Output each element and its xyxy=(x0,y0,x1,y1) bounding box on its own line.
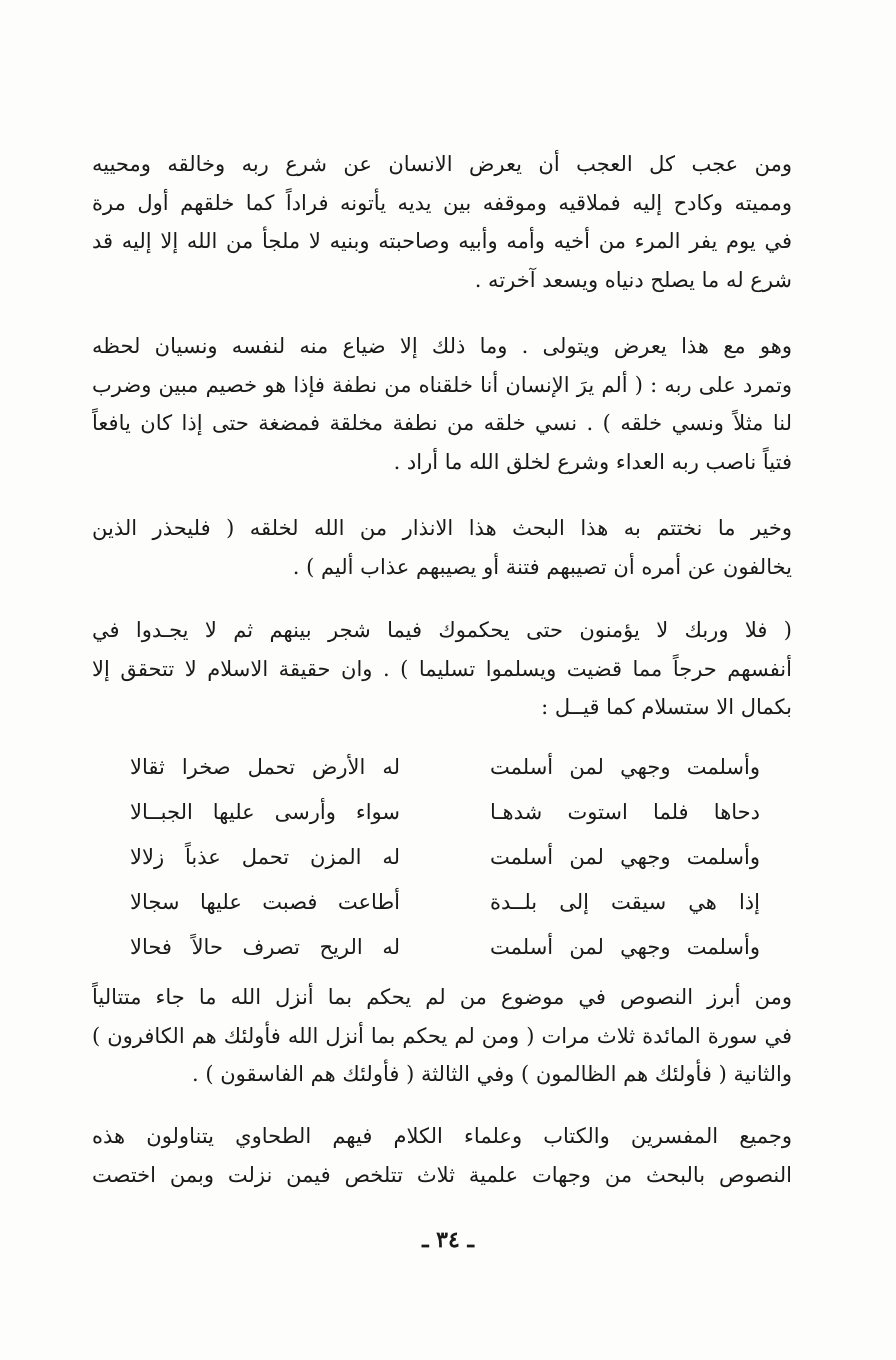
text-line: أنفسهم حرجاً مما قضيت ويسلموا تسليما ) . وان حقيقة الاسلام لا تتحقق إلا xyxy=(92,656,792,681)
text-line: النصوص بالبحث من وجهات علمية ثلاث تتلخص فيمن نزلت وبمن اختصت xyxy=(92,1162,792,1187)
poem-hemistich-first: وأسلمت وجهي لمن أسلمت xyxy=(490,845,760,869)
text-line: في يوم يفر المرء من أخيه وأمه وأبيه وصاحبته وبنيه لا ملجأ من الله إلا إليه قد xyxy=(92,229,792,253)
text-line: في سورة المائدة ثلاث مرات ( ومن لم يحكم بما أنزل الله فأولئك هم الكافرون ) xyxy=(92,1023,792,1048)
poem-verse xyxy=(130,748,760,793)
poem-hemistich-second: له المزن تحمل عذباً زلالا xyxy=(130,845,400,869)
poem-hemistich-second: له الريح تصرف حالاً فحالا xyxy=(130,935,400,959)
text-line: شرع له ما يصلح دنياه ويسعد آخرته . xyxy=(474,267,792,292)
text-line: وجميع المفسرين والكتاب وعلماء الكلام فيهم الطحاوي يتناولون هذه xyxy=(92,1124,792,1148)
poem-hemistich-first: وأسلمت وجهي لمن أسلمت xyxy=(490,935,760,959)
poem-hemistich-first: وأسلمت وجهي لمن أسلمت xyxy=(490,755,760,779)
paragraph xyxy=(92,509,792,586)
page-number: ـ ٣٤ ـ xyxy=(422,1227,474,1253)
poem-hemistich-first: دحاها فلما استوت شدهـا xyxy=(490,800,760,824)
poem-hemistich-second: أطاعت فصبت عليها سجالا xyxy=(130,890,400,914)
poem-hemistich-second: سواء وأرسى عليها الجبــالا xyxy=(130,800,400,824)
text-line: فتياً ناصب ربه العداء وشرع لخلق الله ما أراد . xyxy=(393,449,792,474)
poem-verse xyxy=(130,793,760,838)
text-line: والثانية ( فأولئك هم الظالمون ) وفي الثالثة ( فأولئك هم الفاسقون ) . xyxy=(192,1062,792,1086)
poem-verse xyxy=(130,928,760,973)
paragraph xyxy=(92,611,792,727)
text-line: وتمرد على ربه : ( ألم يرَ الإنسان أنا خلقناه من نطفة فإذا هو خصيم مبين وضرب xyxy=(92,372,792,397)
text-line: ومميته وكادح إليه فملاقيه وموقفه بين يديه يأتونه فراداً كما خلقهم أول مرة xyxy=(92,190,792,215)
text-line: بكمال الا ستسلام كما قيــل : xyxy=(541,695,792,719)
text-line: ومن عجب كل العجب أن يعرض الانسان عن شرع ربه وخالقه ومحييه xyxy=(92,152,792,176)
text-line: يخالفون عن أمره أن تصيبهم فتنة أو يصيبهم عذاب أليم ) . xyxy=(292,554,792,579)
text-line: ومن أبرز النصوص في موضوع من لم يحكم بما أنزل الله ما جاء متتالياً xyxy=(92,985,792,1009)
text-line: وهو مع هذا يعرض ويتولى . وما ذلك إلا ضياع منه لنفسه ونسيان لحظه xyxy=(92,334,792,358)
paragraph xyxy=(92,327,792,481)
text-line: لنا مثلاً ونسي خلقه ) . نسي خلقه من نطفة مخلقة فمضغة حتى إذا كان يافعاً xyxy=(92,411,792,435)
paragraph xyxy=(92,978,792,1094)
poem-verse xyxy=(130,838,760,883)
paragraph xyxy=(92,145,792,299)
poem-hemistich-first: إذا هي سيقت إلى بلــدة xyxy=(490,890,760,914)
poem-hemistich-second: له الأرض تحمل صخرا ثقالا xyxy=(130,755,400,779)
text-line: ( فلا وربك لا يؤمنون حتى يحكموك فيما شجر بينهم ثم لا يجـدوا في xyxy=(92,618,792,642)
poem xyxy=(130,748,760,973)
text-line: وخير ما نختتم به هذا البحث هذا الانذار من الله لخلقه ( فليحذر الذين xyxy=(92,516,792,540)
poem-verse xyxy=(130,883,760,928)
paragraph xyxy=(92,1117,792,1194)
